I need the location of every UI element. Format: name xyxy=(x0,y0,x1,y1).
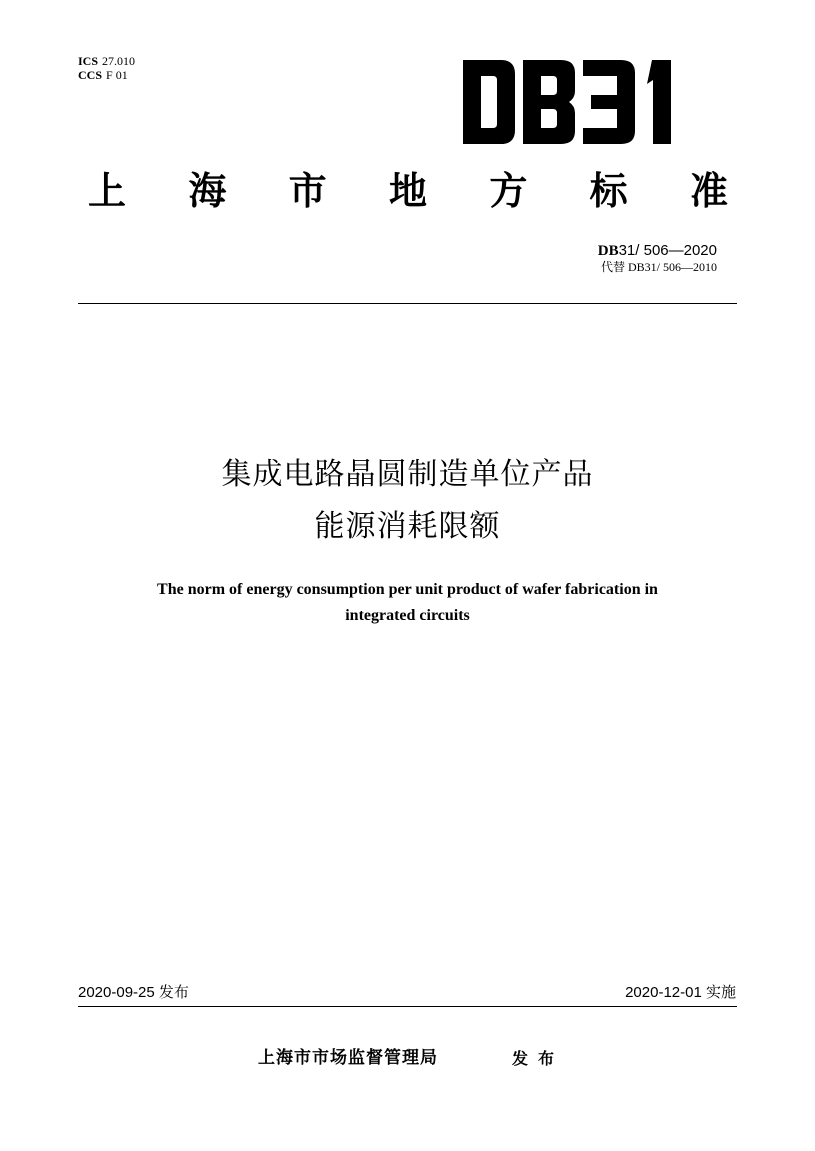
replaces-standard: 代替 DB31/ 506—2010 xyxy=(600,260,717,274)
ics-code: ICS 27.010 xyxy=(78,54,136,68)
chinese-title-line1: 集成电路晶圆制造单位产品 xyxy=(221,457,594,492)
standard-type-char: 方 xyxy=(489,169,528,213)
standard-type-char: 上 xyxy=(88,169,127,213)
english-title-line1: The norm of energy consumption per unit product of wafer fabrication in xyxy=(157,581,658,598)
implement-date: 2020-12-01 实施 xyxy=(625,984,736,1001)
chinese-title-line2: 能源消耗限额 xyxy=(314,509,501,544)
standard-type-char: 地 xyxy=(388,169,427,213)
issue-label: 发布 xyxy=(512,1049,565,1068)
classification-codes xyxy=(78,54,135,82)
issuing-authority: 上海市市场监督管理局 xyxy=(258,1048,438,1068)
standard-type-title xyxy=(88,168,728,214)
footer-divider xyxy=(78,1006,737,1007)
standard-type-char: 标 xyxy=(589,169,628,213)
standard-number: DB31/ 506—2020 xyxy=(597,242,717,259)
ccs-code: CCS F 01 xyxy=(78,68,128,82)
publish-date: 2020-09-25 发布 xyxy=(78,984,189,1001)
db31-logo xyxy=(463,60,689,144)
standard-type-char: 准 xyxy=(689,169,728,213)
header-divider xyxy=(78,303,737,304)
standard-type-char: 市 xyxy=(288,169,327,213)
standard-type-char: 海 xyxy=(188,169,227,213)
english-title-line2: integrated circuits xyxy=(345,607,470,624)
